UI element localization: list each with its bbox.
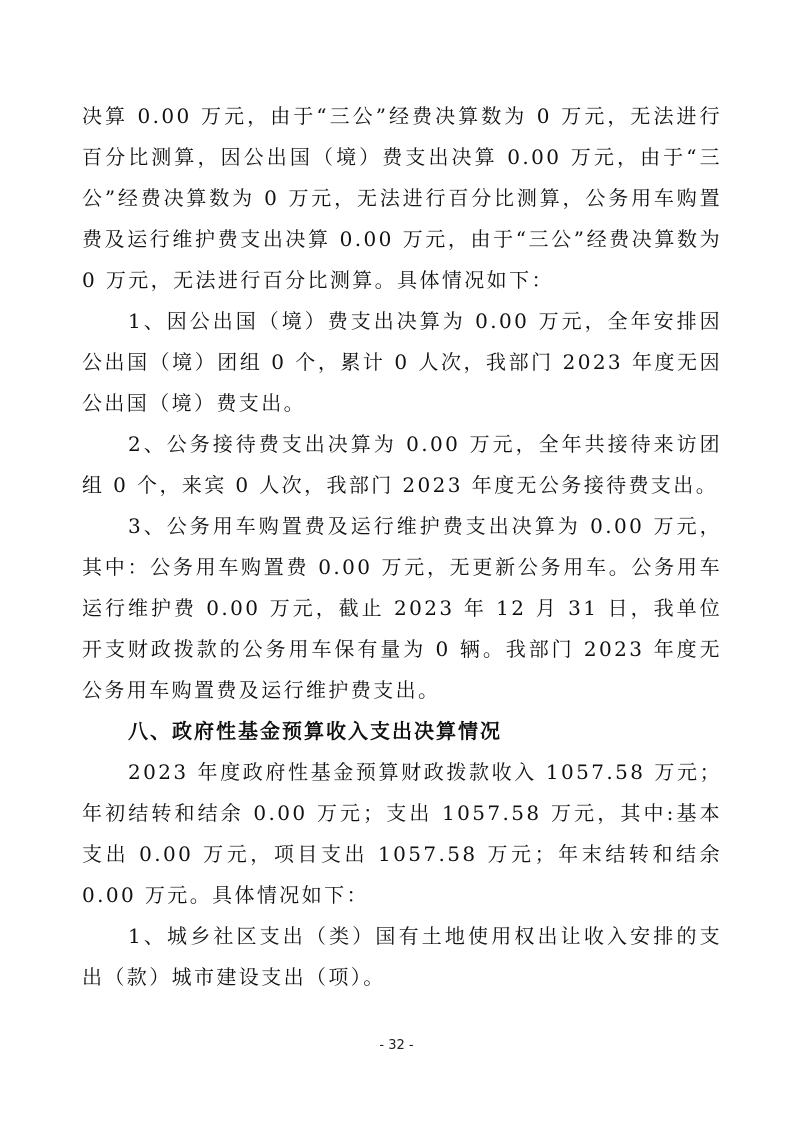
paragraph-government-fund-summary: 2023 年度政府性基金预算财政拨款收入 1057.58 万元；年初结转和结余 0.00 万元；支出 1057.58 万元，其中:基本支出 0.00 万元，项目支出 1057.58 万元；年末结转和结余 0.00 万元。具体情况如下： (82, 760, 722, 907)
section-heading-government-fund: 八、政府性基金预算收入支出决算情况 (128, 719, 502, 743)
paragraph-sangong-summary: 决算 0.00 万元，由于“三公”经费决算数为 0 万元，无法进行百分比测算，因公出国（境）费支出决算 0.00 万元，由于“三公”经费决算数为 0 万元，无法进行百分比测算，公务用车购置费及运行维护费支出决算 0.00 万元，由于“三公”经费决算数为 0 万元，无法进行百分比测算。具体情况如下： (82, 104, 722, 292)
paragraph-official-vehicles: 3、公务用车购置费及运行维护费支出决算为 0.00 万元，其中：公务用车购置费 0.00 万元，无更新公务用车。公务用车运行维护费 0.00 万元，截止 2023 年 12 月 31 日，我单位开支财政拨款的公务用车保有量为 0 辆。我部门 2023 年度无公务用车购置费及运行维护费支出。 (82, 514, 722, 702)
paragraph-urban-rural-community: 1、城乡社区支出（类）国有土地使用权出让收入安排的支出（款）城市建设支出（项）。 (82, 924, 722, 989)
document-body (82, 96, 722, 998)
paragraph-official-reception: 2、公务接待费支出决算为 0.00 万元，全年共接待来访团组 0 个，来宾 0 人次，我部门 2023 年度无公务接待费支出。 (82, 432, 722, 497)
paragraph-overseas-travel: 1、因公出国（境）费支出决算为 0.00 万元，全年安排因公出国（境）团组 0 个，累计 0 人次，我部门 2023 年度无因公出国（境）费支出。 (82, 309, 722, 415)
page-number: - 32 - (379, 1038, 414, 1053)
